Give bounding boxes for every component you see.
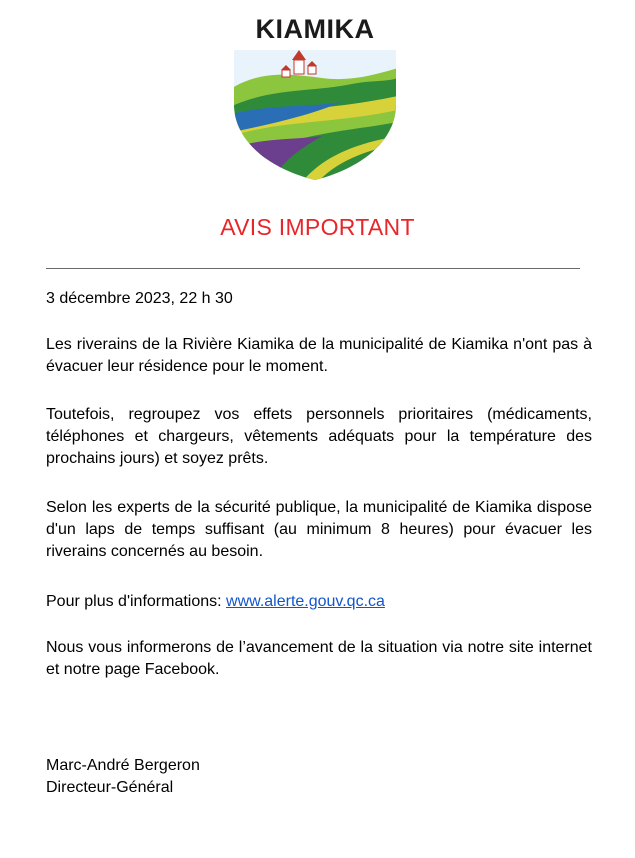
kiamika-logo <box>224 14 406 184</box>
notice-date: 3 décembre 2023, 22 h 30 <box>46 290 233 307</box>
signature-block <box>46 755 200 799</box>
paragraph-experts: Selon les experts de la sécurité publique, la municipalité de Kiamika dispose d'un laps de temps suffisant (au minimum 8 heures) pour évacuer les riverains concernés au besoin. <box>46 499 592 560</box>
title-divider <box>46 268 580 269</box>
signature-role: Directeur-Général <box>46 779 174 796</box>
signature-name: Marc-André Bergeron <box>46 757 200 774</box>
alerte-link[interactable]: www.alerte.gouv.qc.ca <box>226 593 385 610</box>
paragraph-residents: Les riverains de la Rivière Kiamika de la municipalité de Kiamika n'ont pas à évacuer leur résidence pour le moment. <box>46 336 592 375</box>
logo-landscape-icon <box>232 48 398 182</box>
paragraph-info <box>46 591 592 613</box>
info-prefix: Pour plus d'informations: <box>46 593 227 610</box>
paragraph-updates: Nous vous informerons de l’avancement de la situation via notre site internet et notre page Facebook. <box>46 639 592 678</box>
notice-title: AVIS IMPORTANT <box>220 214 415 240</box>
paragraph-prepare: Toutefois, regroupez vos effets personnels prioritaires (médicaments, téléphones et chargeurs, vêtements adéquats pour la température des prochains jours) et soyez prêts. <box>46 406 592 467</box>
logo-wordmark: KIAMIKA <box>255 14 375 44</box>
